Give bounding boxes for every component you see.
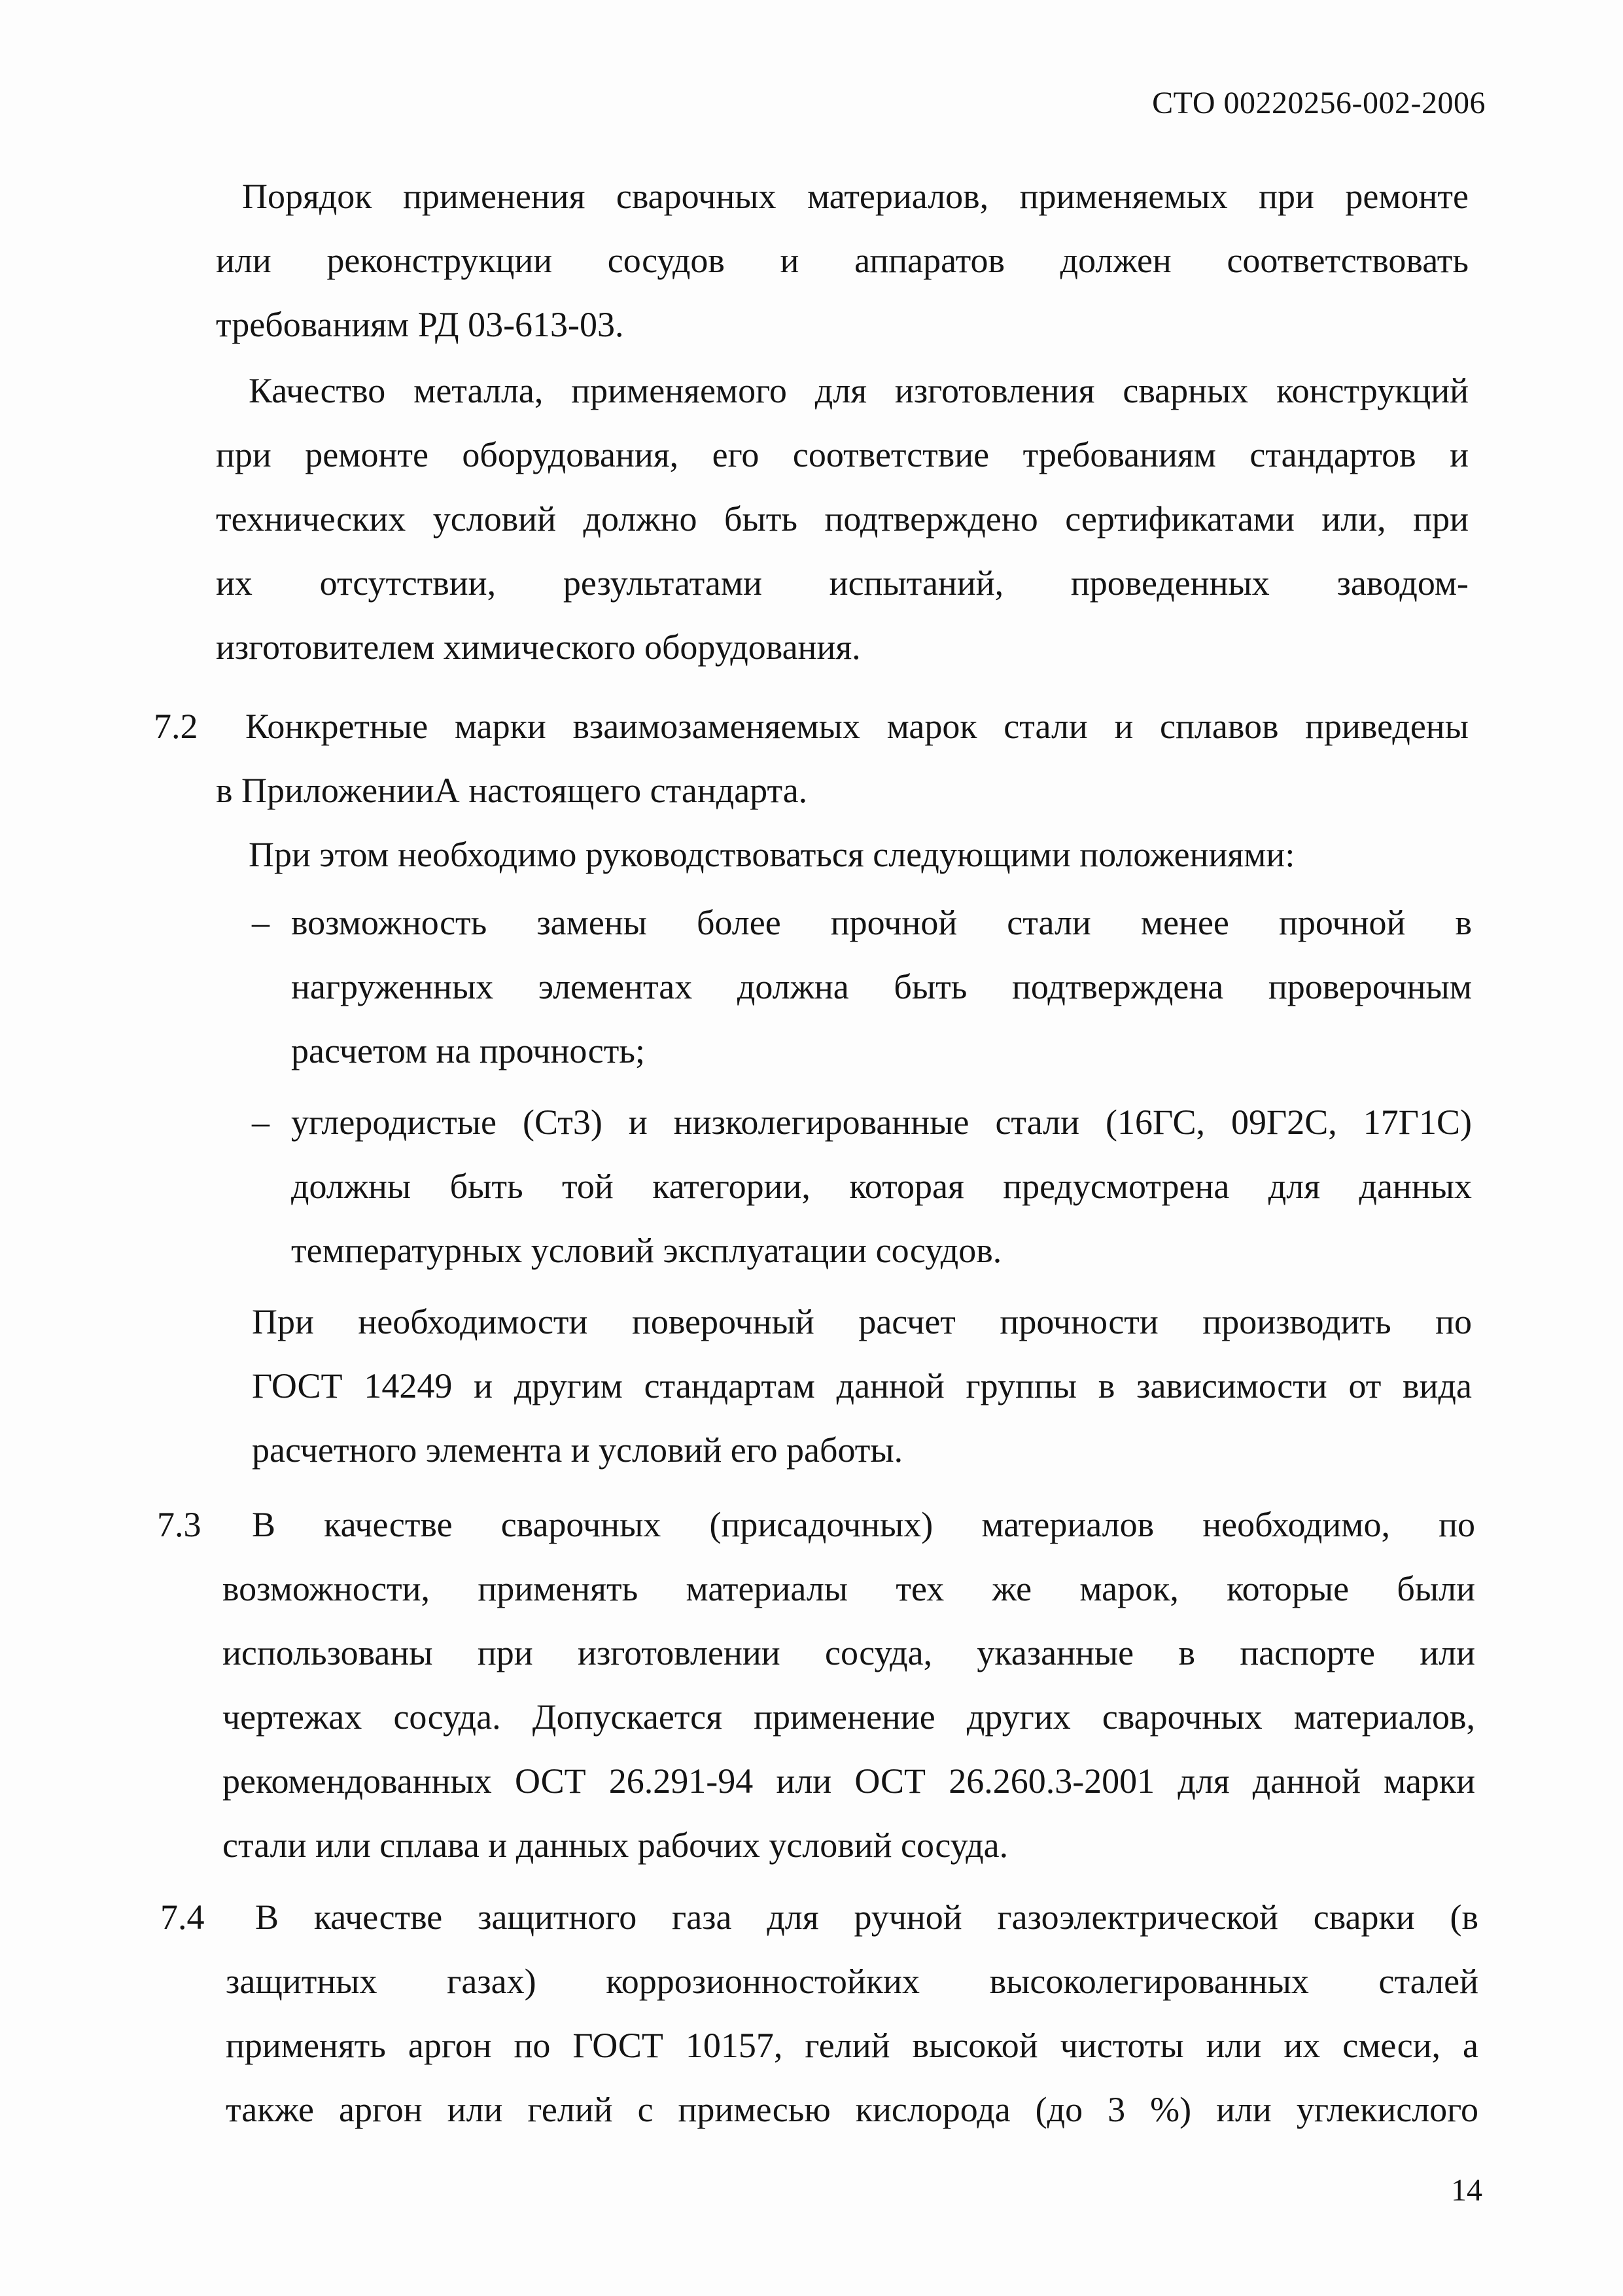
text-line: технических условий должно быть подтверждено сертификатами или, при — [216, 499, 1469, 539]
text-line: расчетом на прочность; — [291, 1031, 645, 1070]
text-line: рекомендованных ОСТ 26.291-94 или ОСТ 26.260.3-2001 для данной марки — [222, 1761, 1475, 1801]
text-line: ГОСТ 14249 и другим стандартам данной группы в зависимости от вида — [252, 1366, 1472, 1405]
text-line: Качество металла, применяемого для изготовления сварных конструкций — [249, 371, 1469, 410]
text-line: При этом необходимо руководствоваться следующими положениями: — [249, 835, 1295, 874]
text-line: углеродистые (Ст3) и низколегированные стали (16ГС, 09Г2С, 17Г1С) — [291, 1103, 1472, 1142]
section-number-7-2: 7.2 — [154, 707, 198, 746]
page-number: 14 — [1451, 2173, 1482, 2208]
text-line: расчетного элемента и условий его работы. — [252, 1430, 903, 1470]
text-line: температурных условий эксплуатации сосудов. — [291, 1231, 1002, 1270]
text-line: в ПриложенииА настоящего стандарта. — [216, 771, 808, 810]
text-line: требованиям РД 03-613-03. — [216, 305, 624, 344]
text-line: Конкретные марки взаимозаменяемых марок стали и сплавов приведены — [245, 707, 1469, 746]
text-line: защитных газах) коррозионностойких высоколегированных сталей — [226, 1962, 1478, 2001]
text-line: при ремонте оборудования, его соответствие требованиям стандартов и — [216, 435, 1469, 474]
text-line: также аргон или гелий с примесью кислорода (до 3 %) или углекислого — [226, 2090, 1478, 2129]
text-line: должны быть той категории, которая предусмотрена для данных — [291, 1167, 1472, 1206]
text-line: чертежах сосуда. Допускается применение других сварочных материалов, — [222, 1697, 1475, 1737]
text-line: возможности, применять материалы тех же марок, которые были — [222, 1569, 1475, 1608]
text-line: или реконструкции сосудов и аппаратов должен соответствовать — [216, 241, 1469, 280]
document-code: СТО 00220256-002-2006 — [1152, 86, 1486, 120]
text-line: нагруженных элементах должна быть подтверждена проверочным — [291, 967, 1472, 1006]
text-line: стали или сплава и данных рабочих условий сосуда. — [222, 1826, 1009, 1865]
section-number-7-3: 7.3 — [157, 1505, 201, 1544]
text-line: возможность замены более прочной стали менее прочной в — [291, 903, 1472, 942]
text-line: изготовителем химического оборудования. — [216, 627, 861, 667]
text-line: В качестве сварочных (присадочных) материалов необходимо, по — [252, 1505, 1475, 1544]
text-line: Порядок применения сварочных материалов, применяемых при ремонте — [242, 177, 1469, 216]
section-number-7-4: 7.4 — [160, 1898, 205, 1937]
bullet-dash: – — [252, 903, 270, 942]
text-line: В качестве защитного газа для ручной газоэлектрической сварки (в — [255, 1898, 1478, 1937]
bullet-dash: – — [252, 1103, 270, 1142]
text-line: При необходимости поверочный расчет прочности производить по — [252, 1302, 1472, 1341]
text-line: их отсутствии, результатами испытаний, проведенных заводом- — [216, 563, 1469, 603]
text-line: применять аргон по ГОСТ 10157, гелий высокой чистоты или их смеси, а — [226, 2026, 1478, 2065]
text-line: использованы при изготовлении сосуда, указанные в паспорте или — [222, 1633, 1475, 1672]
